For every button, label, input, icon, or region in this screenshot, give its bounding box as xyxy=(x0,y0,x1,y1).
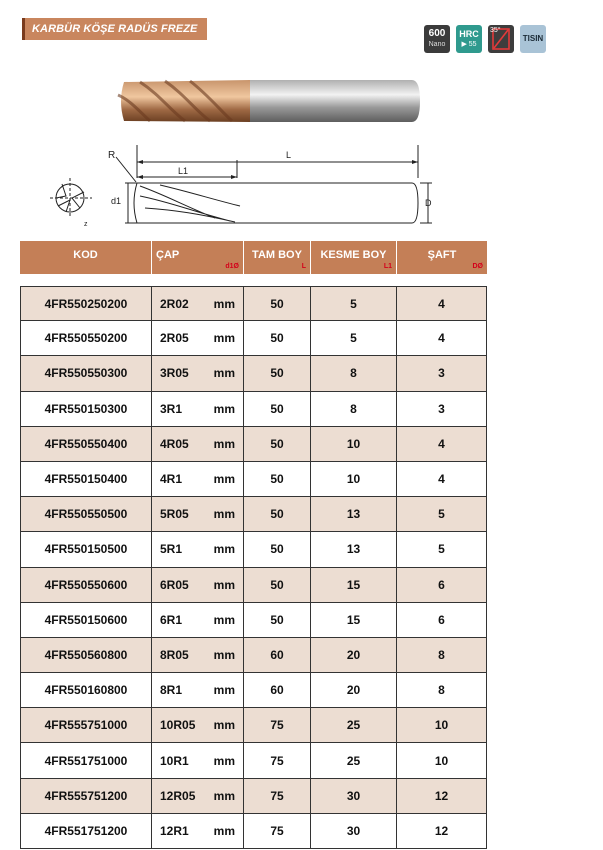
cell-kod: 4FR550150500 xyxy=(20,532,152,567)
header-cap xyxy=(152,241,244,274)
cap-unit: mm xyxy=(213,401,235,416)
cell-kesme-boy: 25 xyxy=(311,743,397,778)
cell-tam-boy: 50 xyxy=(244,427,311,462)
cap-value: 6R1 xyxy=(160,612,183,627)
cell-saft: 10 xyxy=(397,743,487,778)
badge-hrc-value: ▶ 55 xyxy=(461,41,477,48)
table-row xyxy=(20,286,487,321)
cell-cap xyxy=(152,532,244,567)
cap-unit: mm xyxy=(213,718,235,733)
header-tam-boy xyxy=(244,241,311,274)
table-row xyxy=(20,392,487,427)
cell-kod: 4FR550550300 xyxy=(20,356,152,391)
header-saft xyxy=(397,241,487,274)
cell-tam-boy: 75 xyxy=(244,814,311,849)
cell-saft: 5 xyxy=(397,532,487,567)
label-z: z xyxy=(84,221,88,228)
cell-kod: 4FR550160800 xyxy=(20,673,152,708)
cap-unit: mm xyxy=(213,612,235,627)
cell-saft: 4 xyxy=(397,427,487,462)
badge-nano-value: 600 xyxy=(428,28,446,39)
cell-cap xyxy=(152,708,244,743)
label-d: D xyxy=(425,198,432,208)
cell-kod: 4FR555751000 xyxy=(20,708,152,743)
header-kesme-boy-label: KESME BOY xyxy=(320,249,387,261)
cell-kod: 4FR551751000 xyxy=(20,743,152,778)
cell-kod: 4FR551751200 xyxy=(20,814,152,849)
table-row xyxy=(20,779,487,814)
table-row xyxy=(20,603,487,638)
product-spec-table xyxy=(20,241,487,849)
cell-cap xyxy=(152,462,244,497)
end-mill-photo xyxy=(118,80,420,122)
cell-tam-boy: 50 xyxy=(244,532,311,567)
cell-kesme-boy: 15 xyxy=(311,568,397,603)
cell-tam-boy: 75 xyxy=(244,743,311,778)
label-d1: d1 xyxy=(111,196,122,206)
cell-saft: 3 xyxy=(397,356,487,391)
cell-tam-boy: 50 xyxy=(244,497,311,532)
cell-saft: 4 xyxy=(397,321,487,356)
table-row xyxy=(20,532,487,567)
feature-badges xyxy=(424,25,546,53)
cell-saft: 8 xyxy=(397,638,487,673)
cell-cap xyxy=(152,638,244,673)
cell-kesme-boy: 10 xyxy=(311,462,397,497)
cap-value: 4R1 xyxy=(160,472,183,487)
table-row xyxy=(20,814,487,849)
cell-tam-boy: 50 xyxy=(244,462,311,497)
label-l: L xyxy=(286,150,292,160)
cell-kesme-boy: 13 xyxy=(311,532,397,567)
header-kesme-boy xyxy=(311,241,397,274)
cell-cap xyxy=(152,603,244,638)
cap-value: 6R05 xyxy=(160,577,189,592)
header-kod-label: KOD xyxy=(73,249,98,261)
cell-tam-boy: 75 xyxy=(244,708,311,743)
cap-value: 12R05 xyxy=(160,788,196,803)
label-r: R xyxy=(108,150,116,161)
table-row xyxy=(20,427,487,462)
cell-kesme-boy: 30 xyxy=(311,814,397,849)
cell-cap xyxy=(152,497,244,532)
cell-kesme-boy: 8 xyxy=(311,392,397,427)
table-row xyxy=(20,743,487,778)
cell-cap xyxy=(152,673,244,708)
cell-tam-boy: 75 xyxy=(244,779,311,814)
cell-cap xyxy=(152,427,244,462)
header-tam-boy-sub: L xyxy=(301,263,306,270)
cell-saft: 5 xyxy=(397,497,487,532)
cell-kesme-boy: 20 xyxy=(311,673,397,708)
cell-saft: 4 xyxy=(397,286,487,321)
badge-nano-label: Nano xyxy=(428,41,446,48)
cell-kod: 4FR550250200 xyxy=(20,286,152,321)
cell-kod: 4FR550550600 xyxy=(20,568,152,603)
cell-saft: 6 xyxy=(397,603,487,638)
nano-coating-badge-icon xyxy=(424,25,450,53)
cell-tam-boy: 50 xyxy=(244,356,311,391)
cell-kod: 4FR550550500 xyxy=(20,497,152,532)
cell-kesme-boy: 13 xyxy=(311,497,397,532)
cell-kesme-boy: 20 xyxy=(311,638,397,673)
cap-unit: mm xyxy=(213,683,235,698)
cell-kesme-boy: 25 xyxy=(311,708,397,743)
cap-unit: mm xyxy=(213,542,235,557)
cap-value: 8R1 xyxy=(160,683,183,698)
cap-value: 3R05 xyxy=(160,366,189,381)
cap-unit: mm xyxy=(213,331,235,346)
cap-unit: mm xyxy=(213,436,235,451)
cap-value: 8R05 xyxy=(160,647,189,662)
cell-tam-boy: 60 xyxy=(244,638,311,673)
header-cap-label: ÇAP xyxy=(156,249,180,261)
cap-unit: mm xyxy=(213,577,235,592)
table-row xyxy=(20,356,487,391)
section-title: KARBÜR KÖŞE RADÜS FREZE xyxy=(22,18,207,40)
cell-kod: 4FR550150600 xyxy=(20,603,152,638)
header-tam-boy-label: TAM BOY xyxy=(252,249,302,261)
table-header-row xyxy=(20,241,487,274)
cell-saft: 10 xyxy=(397,708,487,743)
cell-saft: 6 xyxy=(397,568,487,603)
cell-cap xyxy=(152,814,244,849)
cell-kod: 4FR555751200 xyxy=(20,779,152,814)
cell-kesme-boy: 5 xyxy=(311,321,397,356)
cell-tam-boy: 60 xyxy=(244,673,311,708)
end-mill-drawing xyxy=(0,60,603,240)
cell-kod: 4FR550150400 xyxy=(20,462,152,497)
cell-cap xyxy=(152,568,244,603)
coating-badge-icon: TISIN xyxy=(520,25,546,53)
cap-unit: mm xyxy=(213,296,235,311)
cell-kod: 4FR550550200 xyxy=(20,321,152,356)
cap-value: 3R1 xyxy=(160,401,183,416)
table-row xyxy=(20,673,487,708)
cell-saft: 4 xyxy=(397,462,487,497)
cap-value: 2R02 xyxy=(160,296,189,311)
cap-value: 10R05 xyxy=(160,718,196,733)
cell-cap xyxy=(152,321,244,356)
cap-value: 5R1 xyxy=(160,542,183,557)
cap-unit: mm xyxy=(213,366,235,381)
cap-value: 5R05 xyxy=(160,507,189,522)
table-row xyxy=(20,568,487,603)
cap-value: 10R1 xyxy=(160,753,189,768)
cell-kod: 4FR550560800 xyxy=(20,638,152,673)
helix-angle-badge-icon xyxy=(488,25,514,53)
cell-tam-boy: 50 xyxy=(244,568,311,603)
cell-kod: 4FR550150300 xyxy=(20,392,152,427)
cell-tam-boy: 50 xyxy=(244,286,311,321)
cell-tam-boy: 50 xyxy=(244,603,311,638)
table-row xyxy=(20,708,487,743)
label-l1: L1 xyxy=(178,166,189,176)
header-kod xyxy=(20,241,152,274)
header-cap-sub: d1Ø xyxy=(225,263,239,270)
table-row xyxy=(20,638,487,673)
header-saft-sub: DØ xyxy=(472,263,483,270)
cap-unit: mm xyxy=(213,753,235,768)
cell-saft: 12 xyxy=(397,814,487,849)
cap-unit: mm xyxy=(213,647,235,662)
cell-cap xyxy=(152,286,244,321)
cell-cap xyxy=(152,392,244,427)
cell-kesme-boy: 10 xyxy=(311,427,397,462)
hardness-badge-icon xyxy=(456,25,482,53)
cell-cap xyxy=(152,779,244,814)
cap-value: 2R05 xyxy=(160,331,189,346)
cell-tam-boy: 50 xyxy=(244,321,311,356)
table-row xyxy=(20,462,487,497)
header-kesme-boy-sub: L1 xyxy=(383,263,392,270)
cell-tam-boy: 50 xyxy=(244,392,311,427)
cell-kesme-boy: 5 xyxy=(311,286,397,321)
cell-saft: 12 xyxy=(397,779,487,814)
cap-value: 4R05 xyxy=(160,436,189,451)
cell-kesme-boy: 15 xyxy=(311,603,397,638)
table-row xyxy=(20,497,487,532)
cell-saft: 3 xyxy=(397,392,487,427)
cell-cap xyxy=(152,356,244,391)
cell-saft: 8 xyxy=(397,673,487,708)
cell-kesme-boy: 30 xyxy=(311,779,397,814)
cell-kesme-boy: 8 xyxy=(311,356,397,391)
cap-unit: mm xyxy=(213,823,235,838)
badge-helix-value: 35° xyxy=(490,27,501,34)
table-row xyxy=(20,321,487,356)
cell-kod: 4FR550550400 xyxy=(20,427,152,462)
cap-unit: mm xyxy=(213,472,235,487)
cap-value: 12R1 xyxy=(160,823,189,838)
cell-cap xyxy=(152,743,244,778)
header-saft-label: ŞAFT xyxy=(427,249,457,261)
badge-hrc-label: HRC xyxy=(459,29,479,39)
cap-unit: mm xyxy=(213,788,235,803)
cap-unit: mm xyxy=(213,507,235,522)
